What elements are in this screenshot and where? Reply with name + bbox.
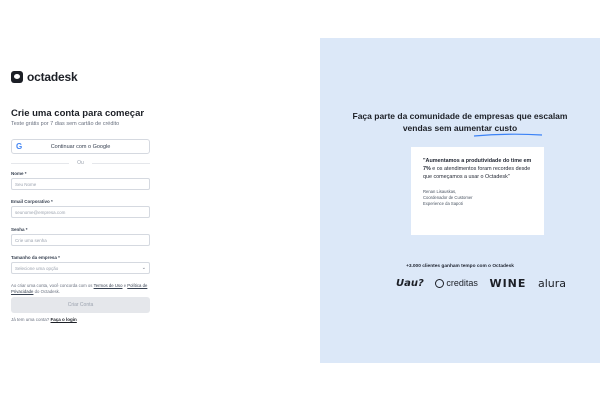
create-account-button[interactable]: Criar Conta: [11, 297, 150, 313]
terms-prefix: Ao criar uma conta, você concorda com os: [11, 283, 93, 288]
author-team: Experience da Sapoti: [423, 201, 463, 206]
page-title: Crie uma conta para começar: [11, 108, 145, 119]
creditas-ring-icon: [435, 279, 444, 288]
password-label: Senha *: [11, 227, 28, 232]
company-size-select[interactable]: [11, 262, 150, 274]
chevron-down-icon: ⌄: [141, 265, 146, 271]
privacy-policy-link[interactable]: Política de Privacidade: [11, 283, 148, 294]
terms-text: [11, 283, 151, 295]
terms-suffix: do Octadesk.: [34, 289, 60, 294]
email-label: Email Corporativo *: [11, 199, 53, 204]
company-size-field-group: [11, 255, 150, 274]
terms-of-use-link[interactable]: Termos de Uso: [93, 283, 123, 288]
logo-text: octadesk: [27, 70, 78, 84]
testimonial-highlight: "Aumentamos a produtividade do time em 7%: [423, 158, 532, 172]
password-input[interactable]: [11, 234, 150, 246]
hero-title-line2: vendas sem aumentar custo: [402, 123, 518, 133]
divider-text: Ou: [77, 160, 84, 166]
hero-title-line1: Faça parte da comunidade de empresas que escalam: [352, 111, 568, 121]
login-prefix: Já tem uma conta?: [11, 317, 50, 322]
name-placeholder: Seu Nome: [15, 181, 37, 187]
terms-and: e: [123, 283, 127, 288]
creditas-logo-text: creditas: [446, 278, 478, 288]
octadesk-logo-icon: [11, 71, 23, 83]
alura-logo: alura: [537, 276, 566, 290]
email-placeholder: seunome@empresa.com: [15, 209, 66, 215]
name-label: Nome *: [11, 171, 27, 176]
divider: [11, 160, 150, 166]
octadesk-logo: [11, 70, 77, 84]
email-field-group: [11, 199, 150, 218]
company-size-placeholder: Selecione uma opção: [15, 265, 59, 271]
testimonial-quote: [423, 157, 532, 181]
google-button-label: Continuar com o Google: [50, 143, 111, 150]
uau-logo: Uau?: [396, 277, 424, 289]
underline-swoosh-icon: [473, 133, 543, 137]
password-placeholder: Crie uma senha: [15, 237, 47, 243]
testimonial-rest: e os atendimentos foram recordes desde que começamos a usar o Octadesk": [423, 166, 531, 180]
google-icon: G: [16, 142, 23, 151]
author-role: Coordenador de Customer: [423, 195, 473, 200]
hero-title: [340, 110, 580, 134]
wine-logo: WINE: [489, 276, 527, 290]
testimonial-card: [411, 147, 544, 235]
password-field-group: [11, 227, 150, 246]
google-signin-button[interactable]: [11, 139, 150, 154]
email-input[interactable]: [11, 206, 150, 218]
login-line: [11, 317, 77, 322]
client-logos: [396, 276, 566, 290]
name-field-group: [11, 171, 150, 190]
creditas-logo: [435, 278, 478, 288]
login-link[interactable]: Faça o login: [50, 317, 77, 322]
author-name: Renan Lisauskas,: [423, 189, 457, 194]
name-input[interactable]: [11, 178, 150, 190]
page-subtitle: Teste grátis por 7 dias sem cartão de crédito: [11, 121, 120, 127]
testimonial-author: [423, 189, 532, 207]
clients-count: +3.000 clientes ganham tempo com o Octadesk: [406, 264, 514, 269]
company-size-label: Tamanho da empresa *: [11, 255, 60, 260]
